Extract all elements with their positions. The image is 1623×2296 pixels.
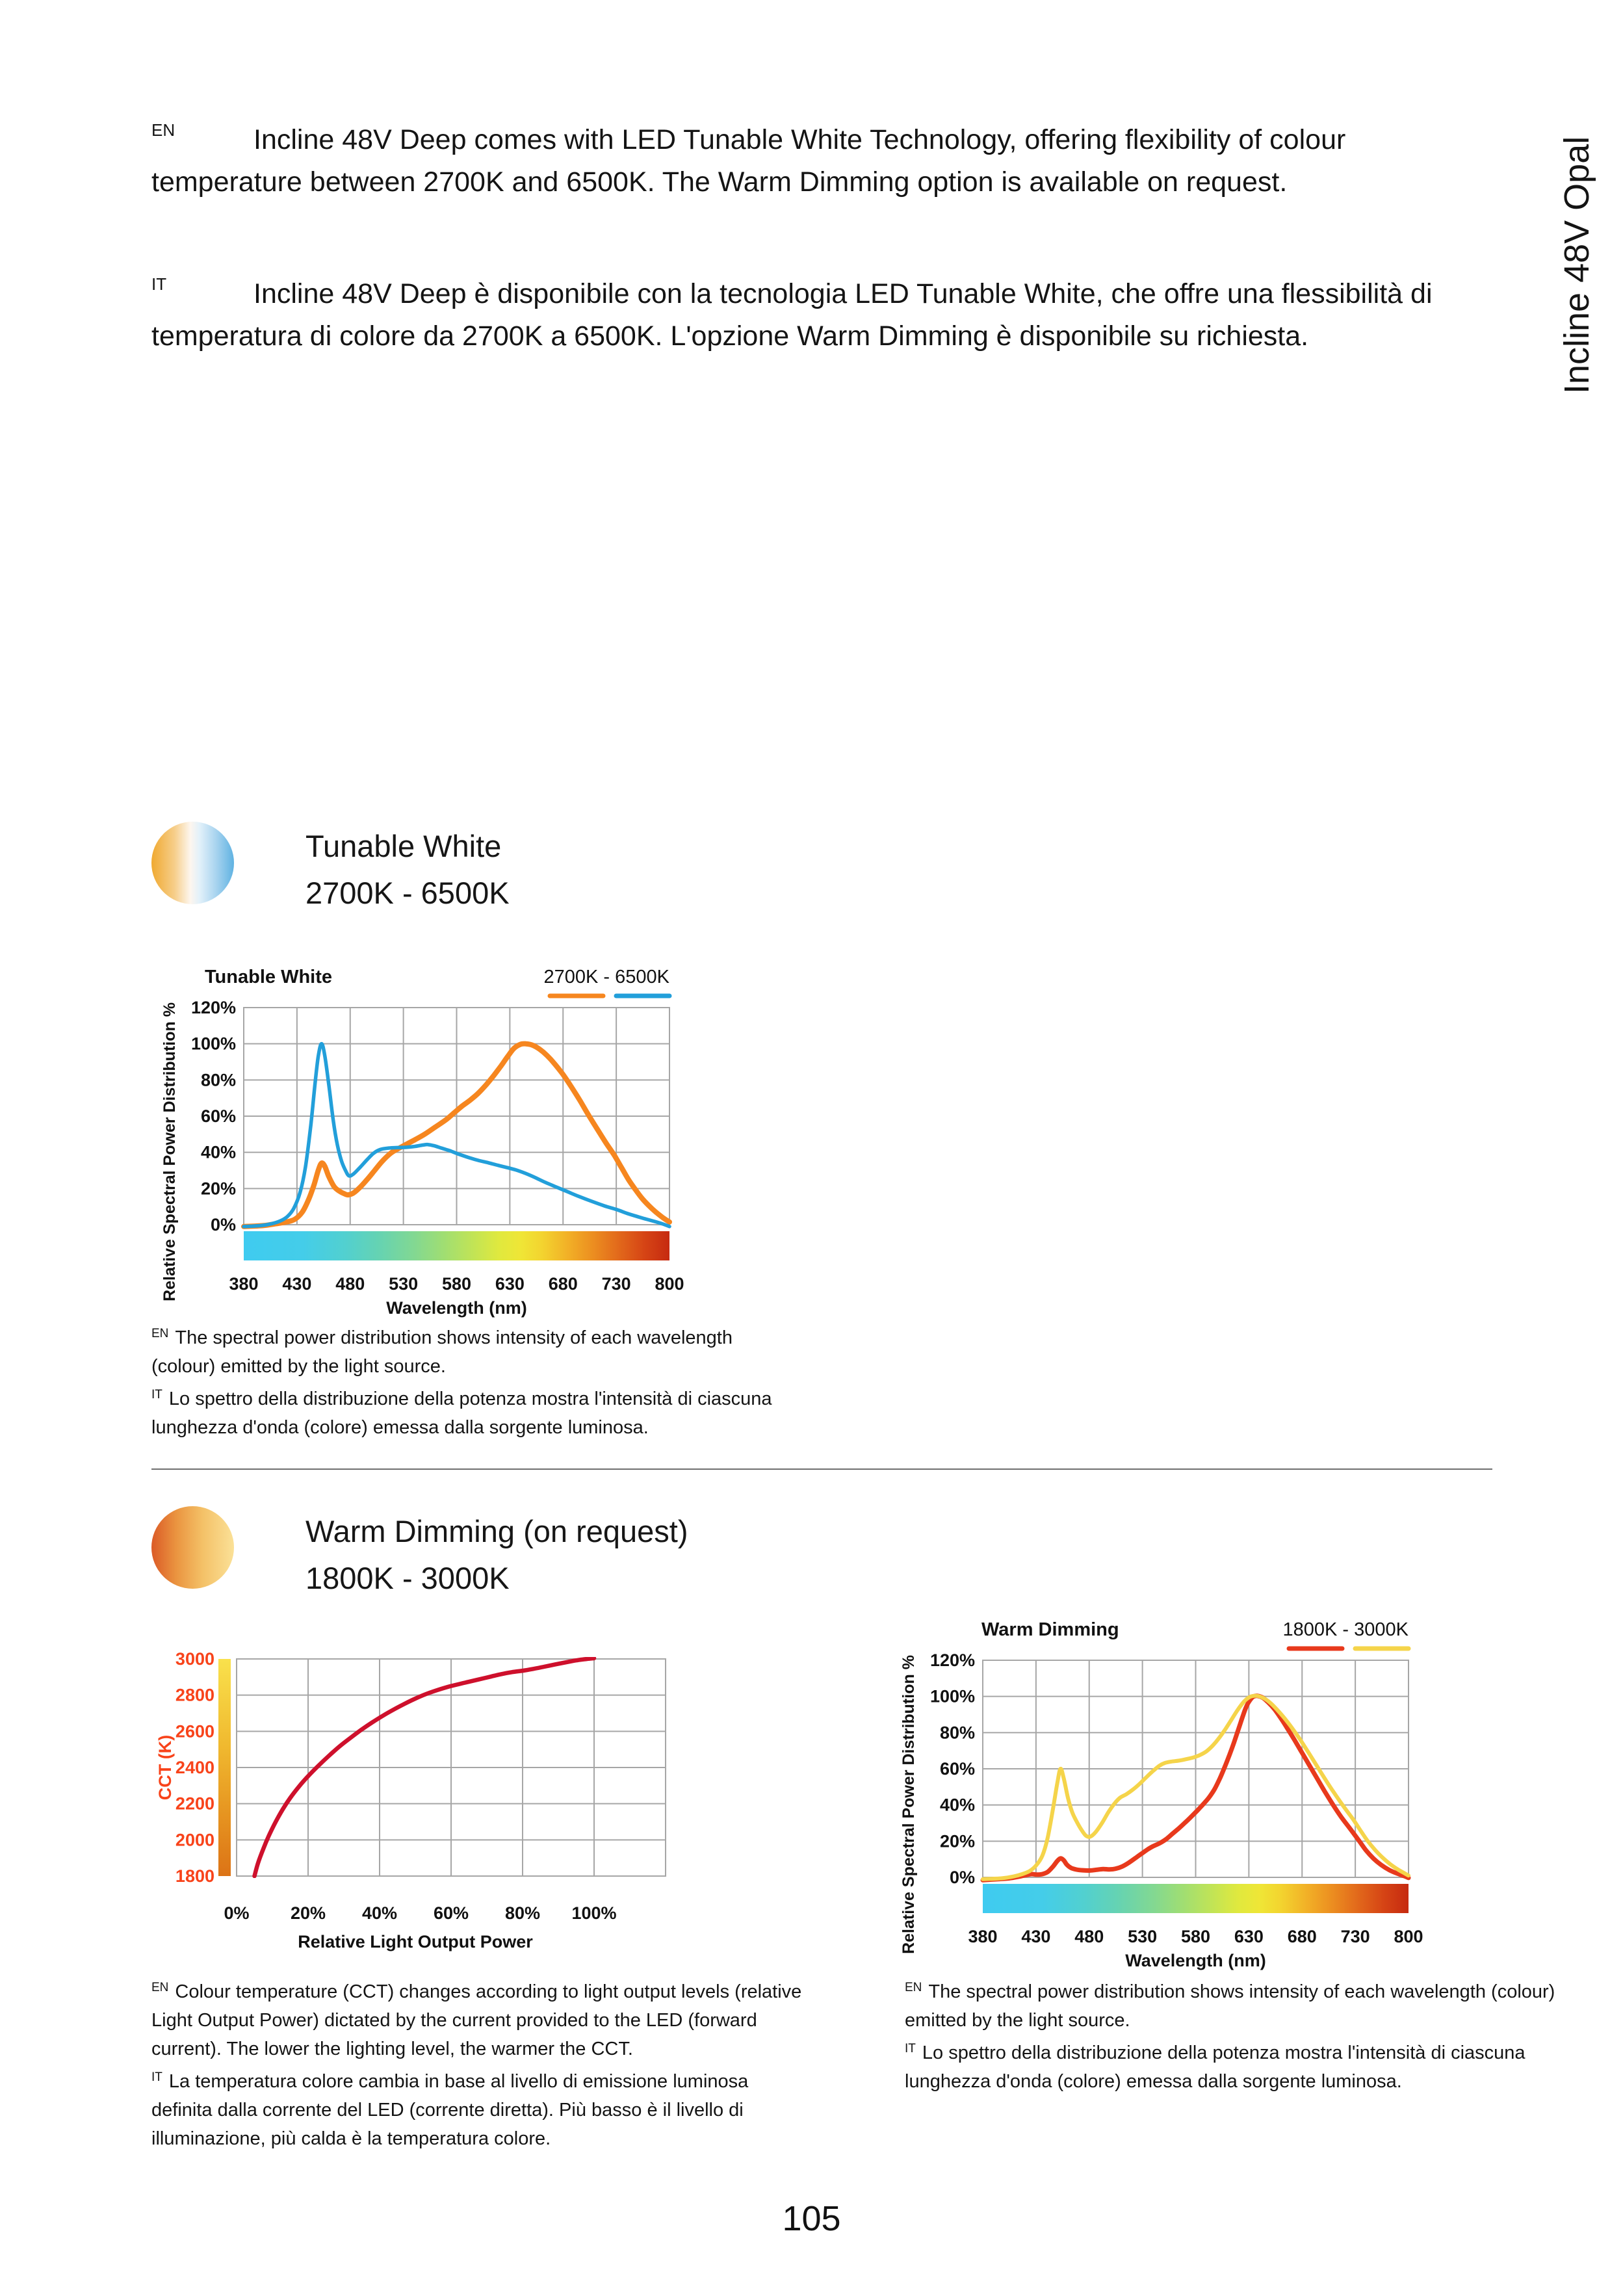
tunable-spectral-caption — [151, 1320, 775, 1442]
svg-text:2400: 2400 — [175, 1758, 214, 1777]
warm-dimming-spectral-chart — [890, 1602, 1462, 1984]
svg-text:680: 680 — [548, 1274, 578, 1294]
svg-text:3000: 3000 — [175, 1651, 214, 1669]
svg-text:630: 630 — [1234, 1927, 1264, 1946]
cct-output-chart — [151, 1651, 723, 1979]
svg-text:480: 480 — [1074, 1927, 1104, 1946]
svg-text:120%: 120% — [190, 998, 236, 1017]
grid — [244, 1008, 669, 1225]
x-axis-labels — [968, 1927, 1423, 1946]
svg-text:120%: 120% — [929, 1650, 975, 1670]
x-axis-labels — [224, 1903, 616, 1923]
caption-en: $^{EN}$ Colour temperature (CCT) changes according to light output levels (relative Light Output Power) dictated by the current provided to the LED (forward current). The lower the lighting level, the warmer the CCT. — [151, 1981, 802, 2059]
svg-text:100%: 100% — [929, 1686, 975, 1706]
chart-range-label: 2700K - 6500K — [543, 967, 669, 987]
cct-caption — [151, 1974, 808, 2153]
svg-text:20%: 20% — [939, 1831, 975, 1851]
x-axis-labels — [229, 1274, 684, 1294]
x-axis-title: Relative Light Output Power — [298, 1932, 533, 1951]
chart-title: Warm Dimming — [981, 1619, 1119, 1640]
svg-text:0%: 0% — [210, 1215, 236, 1234]
y-axis-title: CCT (K) — [155, 1734, 175, 1801]
caption-lang-tag: IT — [151, 2070, 162, 2084]
svg-text:0%: 0% — [224, 1903, 250, 1923]
svg-text:730: 730 — [601, 1274, 631, 1294]
section-divider — [151, 1468, 1492, 1470]
tunable-white-gradient-icon — [151, 822, 234, 904]
svg-text:380: 380 — [229, 1274, 259, 1294]
caption-lang-tag: EN — [151, 1981, 169, 1994]
svg-text:1800: 1800 — [175, 1866, 214, 1886]
svg-text:20%: 20% — [290, 1903, 326, 1923]
svg-text:2200: 2200 — [175, 1794, 214, 1814]
intro-paragraph-en — [151, 109, 1477, 203]
caption-lang-tag: IT — [905, 2042, 916, 2055]
svg-text:630: 630 — [495, 1274, 525, 1294]
svg-text:430: 430 — [282, 1274, 312, 1294]
svg-text:480: 480 — [335, 1274, 365, 1294]
tunable-white-title: Tunable White — [305, 829, 502, 863]
intro-en-text: Incline 48V Deep comes with LED Tunable White Technology, offering flexibility of colour temperature between 2700K and 6500K. The Warm Dimming option is available on request. — [151, 124, 1346, 198]
warm-dimming-range: 1800K - 3000K — [305, 1561, 510, 1595]
svg-text:60%: 60% — [939, 1759, 975, 1779]
svg-text:530: 530 — [389, 1274, 419, 1294]
warm-dimming-gradient-icon — [151, 1506, 234, 1589]
x-axis-title: Wavelength (nm) — [386, 1298, 527, 1318]
caption-lang-tag: EN — [151, 1327, 169, 1340]
warm-dimming-heading — [305, 1508, 688, 1602]
svg-text:380: 380 — [968, 1927, 998, 1946]
svg-text:100%: 100% — [571, 1903, 617, 1923]
caption-lang-tag: IT — [151, 1388, 162, 1402]
intro-paragraph-it — [151, 263, 1477, 358]
lang-tag-en: EN — [151, 120, 175, 140]
svg-text:730: 730 — [1340, 1927, 1370, 1946]
svg-text:100%: 100% — [190, 1034, 236, 1054]
x-axis-title: Wavelength (nm) — [1125, 1951, 1266, 1970]
svg-text:80%: 80% — [504, 1903, 541, 1923]
svg-text:2600: 2600 — [175, 1721, 214, 1742]
svg-text:530: 530 — [1128, 1927, 1158, 1946]
chart-range-label: 1800K - 3000K — [1282, 1619, 1409, 1640]
caption-lang-tag: EN — [905, 1981, 922, 1994]
svg-text:580: 580 — [441, 1274, 472, 1294]
svg-text:580: 580 — [1180, 1927, 1211, 1946]
caption-it: $^{IT}$ Lo spettro della distribuzione della potenza mostra l'intensità di ciascuna lunghezza d'onda (colore) emessa dalla sorgente luminosa. — [151, 1388, 772, 1438]
caption-it: $^{IT}$ Lo spettro della distribuzione della potenza mostra l'intensità di ciascuna lunghezza d'onda (colore) emessa dalla sorgente luminosa. — [905, 2042, 1526, 2092]
cct-color-bar — [218, 1659, 231, 1876]
intro-it-text: Incline 48V Deep è disponibile con la tecnologia LED Tunable White, che offre una flessibilità di temperatura di colore da 2700K a 6500K. L'opzione Warm Dimming è disponibile su richiesta. — [151, 278, 1433, 352]
svg-text:430: 430 — [1021, 1927, 1051, 1946]
chart-title: Tunable White — [205, 967, 333, 987]
svg-text:80%: 80% — [939, 1723, 975, 1743]
svg-text:40%: 40% — [200, 1142, 236, 1162]
caption-en: $^{EN}$ The spectral power distribution shows intensity of each wavelength (colour) emitted by the light source. — [905, 1981, 1555, 2031]
svg-text:680: 680 — [1287, 1927, 1317, 1946]
warm-spectral-caption — [905, 1974, 1561, 2096]
side-product-label: Incline 48V Opal — [1557, 136, 1596, 394]
lang-tag-it: IT — [151, 274, 167, 294]
y-axis-title: Relative Spectral Power Distribution % — [161, 1002, 179, 1301]
svg-text:0%: 0% — [949, 1868, 975, 1887]
tunable-white-heading — [305, 823, 510, 917]
y-axis-labels — [191, 998, 236, 1234]
svg-text:80%: 80% — [200, 1070, 236, 1090]
svg-text:60%: 60% — [433, 1903, 469, 1923]
svg-text:40%: 40% — [361, 1903, 398, 1923]
grid — [237, 1659, 666, 1876]
y-axis-labels — [930, 1650, 975, 1887]
page-number: 105 — [782, 2199, 841, 2238]
svg-text:40%: 40% — [939, 1795, 975, 1815]
svg-text:2800: 2800 — [175, 1685, 214, 1705]
svg-text:800: 800 — [655, 1274, 684, 1294]
y-axis-labels — [175, 1651, 214, 1886]
intro-text-block — [151, 109, 1477, 358]
spectrum-color-bar — [983, 1884, 1409, 1913]
svg-text:60%: 60% — [200, 1106, 236, 1126]
tunable-white-spectral-chart — [151, 949, 723, 1331]
tunable-white-range: 2700K - 6500K — [305, 876, 510, 910]
caption-it: $^{IT}$ La temperatura colore cambia in base al livello di emissione luminosa definita dalla corrente del LED (corrente diretta). Più basso è il livello di illuminazione, più calda è la temperatura colore. — [151, 2070, 749, 2149]
y-axis-title: Relative Spectral Power Distribution % — [900, 1655, 918, 1954]
svg-text:2000: 2000 — [175, 1830, 214, 1850]
caption-en: $^{EN}$ The spectral power distribution shows intensity of each wavelength (colour) emitted by the light source. — [151, 1327, 733, 1377]
svg-text:20%: 20% — [200, 1179, 236, 1199]
spectrum-color-bar — [244, 1231, 669, 1260]
svg-text:800: 800 — [1394, 1927, 1423, 1946]
warm-dimming-title: Warm Dimming (on request) — [305, 1514, 688, 1548]
